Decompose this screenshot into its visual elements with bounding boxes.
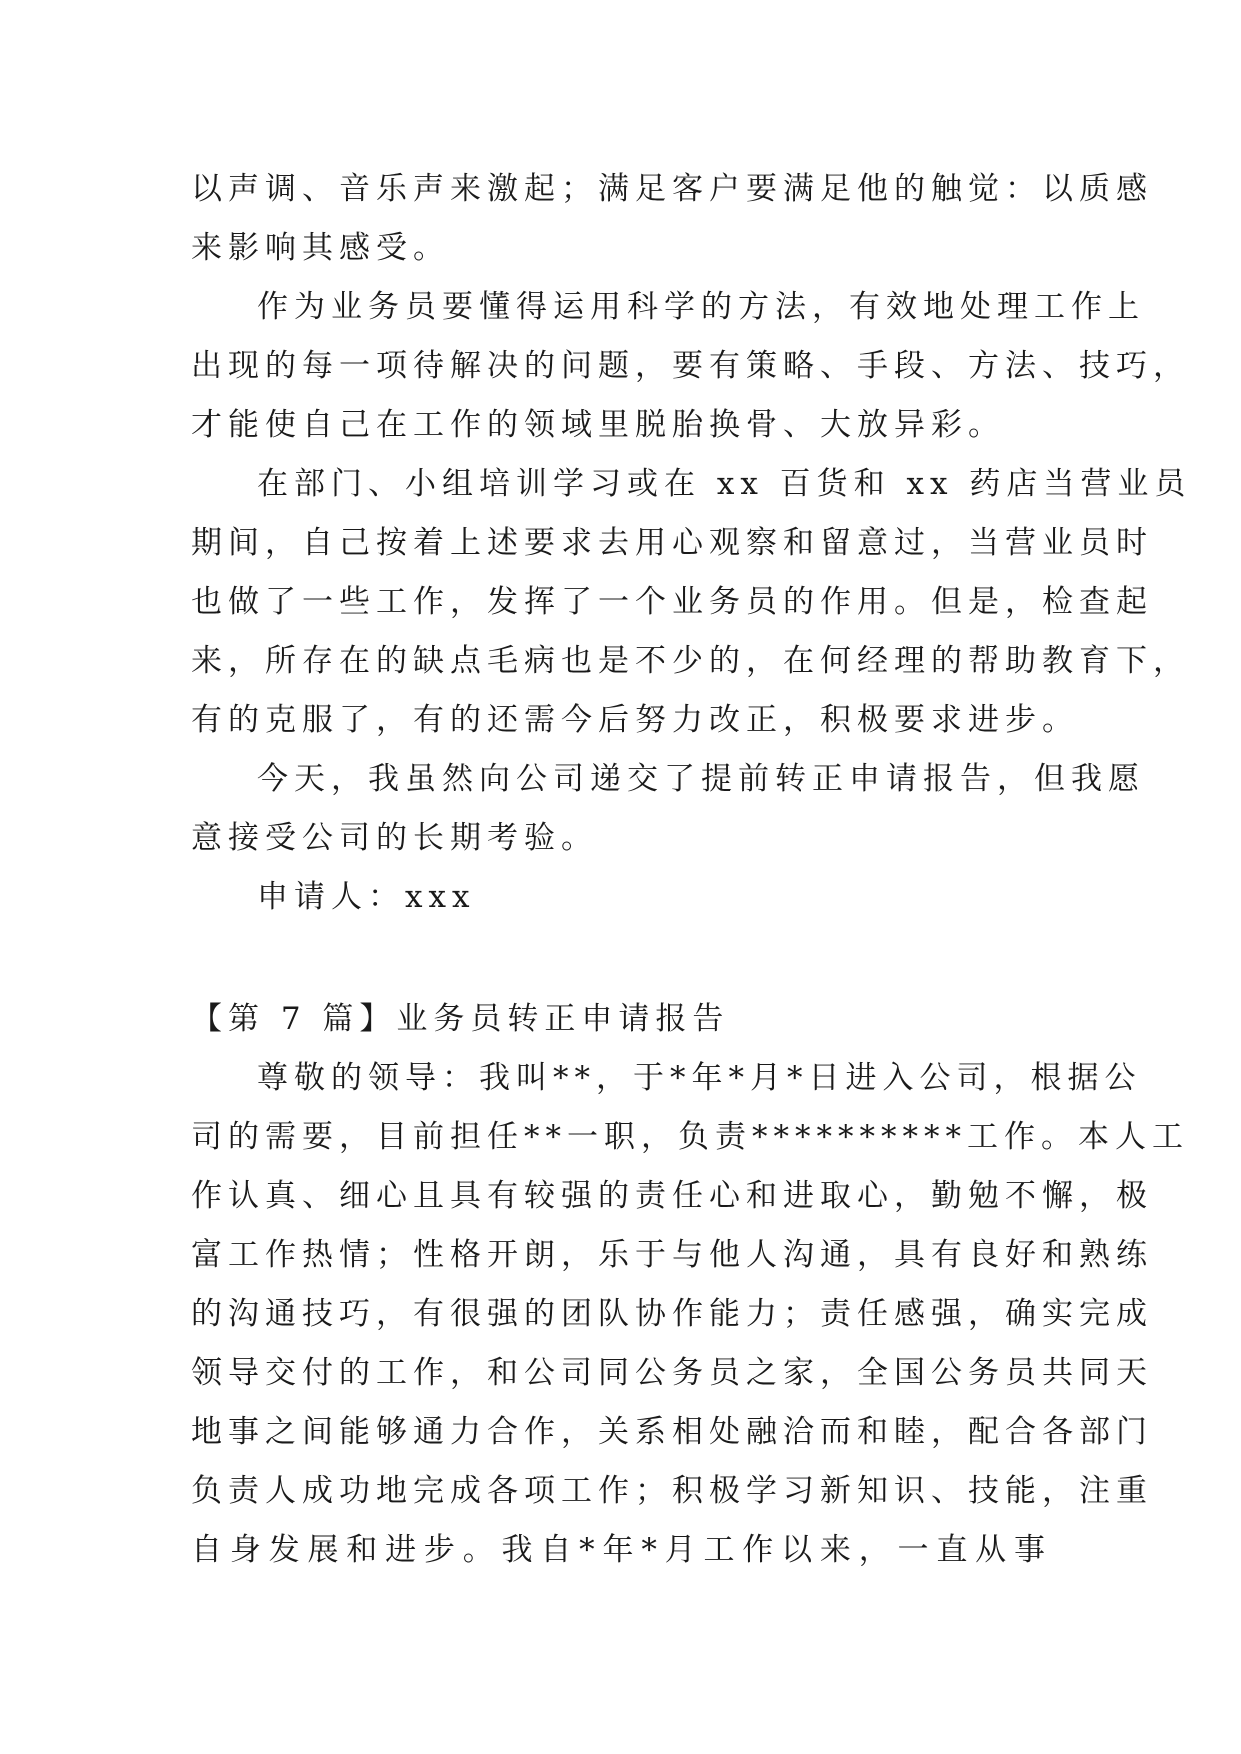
text-line: 期间，自己按着上述要求去用心观察和留意过，当营业员时 xyxy=(191,525,1153,561)
paragraph xyxy=(191,278,1190,455)
text-line: 【第 7 篇】业务员转正申请报告 xyxy=(191,1001,730,1037)
text-line: 尊敬的领导：我叫**，于*年*月*日进入公司，根据公 xyxy=(257,1060,1142,1096)
text-line: 在部门、小组培训学习或在 xx 百货和 xx 药店当营业员 xyxy=(257,466,1192,502)
section-title xyxy=(191,990,1051,1049)
signature-line xyxy=(191,868,1051,927)
text-line: 司的需要，目前担任**一职，负责**********工作。本人工 xyxy=(191,1119,1189,1155)
text-line: 出现的每一项待解决的问题，要有策略、手段、方法、技巧， xyxy=(191,348,1190,384)
section-gap xyxy=(191,927,1051,990)
text-line: 有的克服了，有的还需今后努力改正，积极要求进步。 xyxy=(191,702,1079,738)
text-line: 领导交付的工作，和公司同公务员之家，全国公务员共同天 xyxy=(191,1355,1153,1391)
text-line: 作为业务员要懂得运用科学的方法，有效地处理工作上 xyxy=(257,289,1145,325)
paragraph xyxy=(191,1049,1189,1580)
text-line: 以声调、音乐声来激起；满足客户要满足他的触觉：以质感 xyxy=(191,171,1153,207)
text-line: 的沟通技巧，有很强的团队协作能力；责任感强，确实完成 xyxy=(191,1296,1153,1332)
paragraph xyxy=(191,750,1145,868)
text-line: 来影响其感受。 xyxy=(191,230,450,266)
text-line: 申请人：xxx xyxy=(257,879,476,915)
text-line: 来，所存在的缺点毛病也是不少的，在何经理的帮助教育下， xyxy=(191,643,1190,679)
text-line: 今天，我虽然向公司递交了提前转正申请报告，但我愿 xyxy=(257,761,1145,797)
text-line: 作认真、细心且具有较强的责任心和进取心，勤勉不懈，极 xyxy=(191,1178,1153,1214)
text-line: 才能使自己在工作的领域里脱胎换骨、大放异彩。 xyxy=(191,407,1005,443)
text-line: 地事之间能够通力合作，关系相处融洽而和睦，配合各部门 xyxy=(191,1414,1153,1450)
text-line: 负责人成功地完成各项工作；积极学习新知识、技能，注重 xyxy=(191,1473,1153,1509)
paragraph xyxy=(191,455,1192,750)
paragraph xyxy=(191,160,1153,278)
text-line: 意接受公司的长期考验。 xyxy=(191,820,598,856)
text-line: 自身发展和进步。我自*年*月工作以来，一直从事 xyxy=(191,1532,1051,1568)
text-line: 富工作热情；性格开朗，乐于与他人沟通，具有良好和熟练 xyxy=(191,1237,1153,1273)
text-line: 也做了一些工作，发挥了一个业务员的作用。但是，检查起 xyxy=(191,584,1153,620)
document-body xyxy=(191,160,1192,1580)
